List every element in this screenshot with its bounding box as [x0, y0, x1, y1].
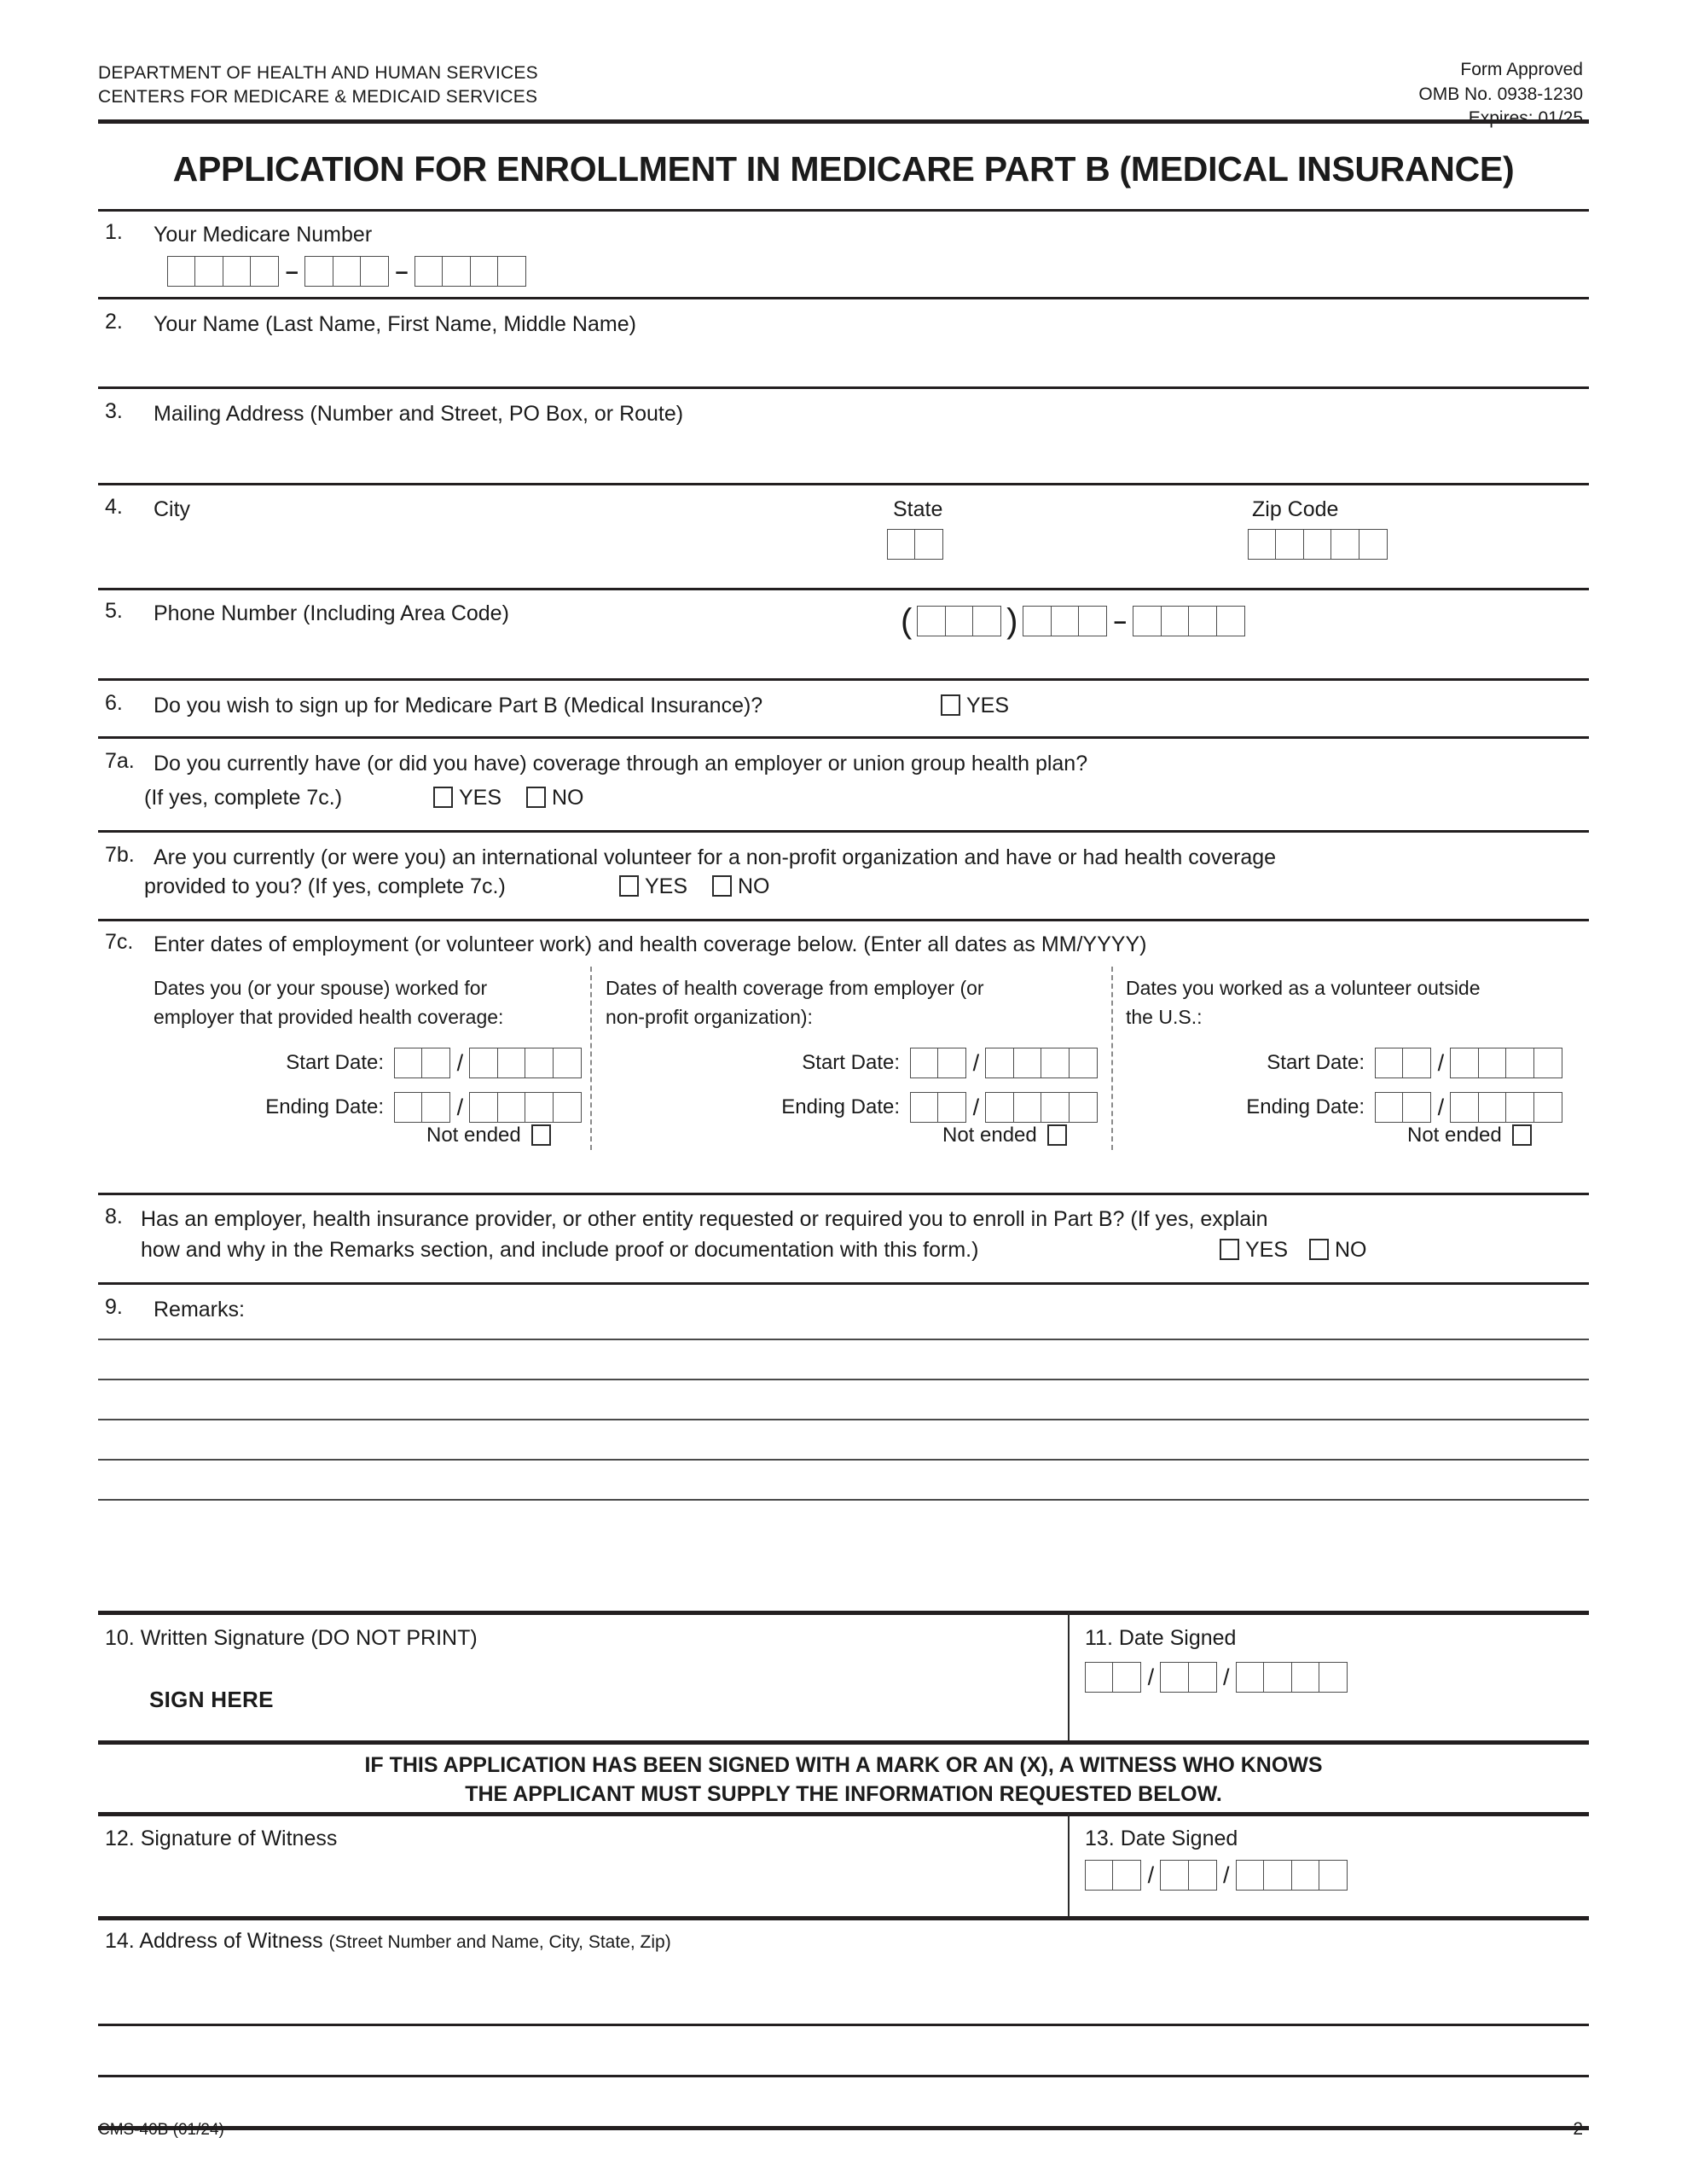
- state-char-1[interactable]: [887, 529, 916, 560]
- applicant-date-dd-2[interactable]: [1188, 1662, 1217, 1693]
- q7b-yes-option[interactable]: [619, 872, 701, 903]
- phone-line-1[interactable]: [1133, 606, 1162, 636]
- medicare-char-2[interactable]: [194, 256, 223, 287]
- sign-here-label: SIGN HERE: [149, 1687, 274, 1712]
- q4-state-label: State: [893, 497, 943, 521]
- witness-signature-input[interactable]: [119, 1860, 1049, 1913]
- medicare-dash-1: –: [285, 258, 299, 284]
- medicare-group-1[interactable]: [167, 256, 279, 287]
- q5-number: 5.: [105, 599, 123, 623]
- name-input[interactable]: [154, 341, 1535, 401]
- city-input[interactable]: [154, 525, 878, 576]
- q7c-col1-end-mm-1[interactable]: [394, 1092, 423, 1123]
- q7a-sublabel: (If yes, complete 7c.): [144, 786, 343, 810]
- q7c-col2-end-month-group[interactable]: [910, 1092, 966, 1123]
- phone-area-3[interactable]: [972, 606, 1001, 636]
- q7c-col2-not-ended-checkbox[interactable]: [1047, 1124, 1067, 1146]
- q6-yes-option[interactable]: [941, 691, 1023, 722]
- medicare-char-9[interactable]: [442, 256, 471, 287]
- q7c-col3-start-month-group[interactable]: [1375, 1048, 1431, 1078]
- q7b-label: Are you currently (or were you) an international volunteer for a non-profit organization and have or had health coverage: [154, 845, 1277, 869]
- witness-date-dd-2[interactable]: [1188, 1860, 1217, 1891]
- q7c-col2-ending-label: Ending Date:: [781, 1095, 900, 1118]
- q7c-col3-end-slash: /: [1437, 1094, 1445, 1120]
- q7c-col1-ending-date-row[interactable]: [239, 1092, 582, 1123]
- q7a-label: Do you currently have (or did you have) coverage through an employer or union group health plan?: [154, 752, 1088, 775]
- witness-note-top-divider: [98, 1740, 1589, 1745]
- q7c-col1-start-year-group[interactable]: [469, 1048, 581, 1078]
- zip-char-3[interactable]: [1303, 529, 1332, 560]
- q7a-number: 7a.: [105, 749, 135, 773]
- applicant-date-dd-1[interactable]: [1160, 1662, 1189, 1693]
- phone-area-1[interactable]: [917, 606, 946, 636]
- q1-divider: [98, 297, 1589, 299]
- phone-dash: –: [1113, 607, 1127, 634]
- applicant-date-yyyy-3[interactable]: [1291, 1662, 1320, 1693]
- phone-number-input[interactable]: [896, 602, 1245, 640]
- q7c-col1-heading: [154, 974, 580, 1031]
- q3-divider: [98, 483, 1589, 485]
- q7b-divider: [98, 919, 1589, 921]
- q8-no-checkbox[interactable]: [1309, 1239, 1329, 1260]
- q7c-col3-not-ended-checkbox[interactable]: [1512, 1124, 1532, 1146]
- q9-number: 9.: [105, 1295, 123, 1319]
- q7c-col2-start-yyyy-2[interactable]: [1013, 1048, 1042, 1078]
- q7c-col1-end-month-group[interactable]: [394, 1092, 450, 1123]
- applicant-date-slash-2: /: [1223, 1664, 1230, 1690]
- q7c-divider: [98, 1193, 1589, 1195]
- medicare-char-5[interactable]: [304, 256, 333, 287]
- q7c-col1-start-yyyy-4[interactable]: [553, 1048, 582, 1078]
- q5-divider: [98, 678, 1589, 681]
- remarks-input-line-1[interactable]: [98, 1340, 1589, 1378]
- witness-section-top-divider: [98, 1812, 1589, 1816]
- q7c-col2-start-yyyy-1[interactable]: [985, 1048, 1014, 1078]
- witness-date-dd-1[interactable]: [1160, 1860, 1189, 1891]
- q7c-col1-heading-line2: employer that provided health coverage:: [154, 1005, 504, 1028]
- q7a-yes-label: YES: [459, 786, 502, 810]
- witness-date-yyyy-1[interactable]: [1236, 1860, 1265, 1891]
- zip-char-4[interactable]: [1330, 529, 1359, 560]
- q7a-yes-option[interactable]: [433, 783, 515, 814]
- q7c-col3-not-ended-label: Not ended: [1407, 1124, 1502, 1147]
- witness-date-slash-2: /: [1223, 1862, 1230, 1888]
- medicare-char-4[interactable]: [250, 256, 279, 287]
- remarks-input-line-4[interactable]: [98, 1461, 1589, 1498]
- q12-label: 12. Signature of Witness: [105, 1827, 338, 1850]
- q7c-col2-end-yyyy-3[interactable]: [1041, 1092, 1070, 1123]
- q8-yes-checkbox[interactable]: [1220, 1239, 1239, 1260]
- q7c-col2-start-slash: /: [972, 1049, 980, 1076]
- applicant-date-mm-1[interactable]: [1085, 1662, 1114, 1693]
- q6-yes-checkbox[interactable]: [941, 694, 960, 716]
- phone-line-4[interactable]: [1216, 606, 1245, 636]
- q8-sublabel: how and why in the Remarks section, and include proof or documentation with this form.): [141, 1238, 979, 1262]
- q2-number: 2.: [105, 310, 123, 334]
- q7a-yes-checkbox[interactable]: [433, 787, 453, 808]
- form-id-footer: CMS-40B (01/24): [98, 2121, 224, 2139]
- q2-divider: [98, 386, 1589, 389]
- q4-zip-label: Zip Code: [1252, 497, 1339, 521]
- witness-column-divider: [1068, 1814, 1070, 1916]
- title-divider: [98, 209, 1589, 212]
- q7c-col1-start-mm-2[interactable]: [421, 1048, 450, 1078]
- q6-number: 6.: [105, 691, 123, 715]
- medicare-char-6[interactable]: [333, 256, 362, 287]
- q7c-col2-ending-date-row[interactable]: [755, 1092, 1098, 1123]
- q7c-col3-not-ended-option[interactable]: [1407, 1124, 1532, 1147]
- q6-label: Do you wish to sign up for Medicare Part B (Medical Insurance)?: [154, 694, 763, 717]
- q7c-col1-start-label: Start Date:: [286, 1051, 384, 1074]
- q7c-col1-start-yyyy-3[interactable]: [525, 1048, 554, 1078]
- phone-prefix-3[interactable]: [1078, 606, 1107, 636]
- q7c-col2-not-ended-option[interactable]: [942, 1124, 1067, 1147]
- q7c-col3-end-yyyy-1[interactable]: [1450, 1092, 1479, 1123]
- q7a-divider: [98, 830, 1589, 833]
- q7c-column-divider-1: [590, 967, 592, 1150]
- q7c-col2-heading-line2: non-profit organization):: [606, 1005, 813, 1028]
- q7c-col2-start-month-group[interactable]: [910, 1048, 966, 1078]
- q7c-col1-start-yyyy-2[interactable]: [497, 1048, 526, 1078]
- bottom-divider: [98, 2075, 1589, 2077]
- q8-yes-option[interactable]: [1220, 1235, 1301, 1266]
- q7c-col1-start-month-group[interactable]: [394, 1048, 450, 1078]
- omb-number: OMB No. 0938-1230: [1418, 84, 1583, 104]
- q7b-no-option[interactable]: [712, 872, 784, 903]
- q14-label-wrapper: [105, 1926, 671, 1957]
- q5-label: Phone Number (Including Area Code): [154, 601, 509, 625]
- q7b-no-label: NO: [738, 874, 770, 898]
- q7c-column-divider-2: [1111, 967, 1113, 1150]
- q7a-no-checkbox[interactable]: [526, 787, 546, 808]
- date-signed-applicant-input[interactable]: [1085, 1662, 1348, 1693]
- q7c-col3-start-date-row[interactable]: [1237, 1048, 1562, 1078]
- q7c-col3-end-yyyy-3[interactable]: [1505, 1092, 1534, 1123]
- q7c-col3-start-yyyy-1[interactable]: [1450, 1048, 1479, 1078]
- witness-address-input-line-2[interactable]: [119, 2026, 1569, 2073]
- zip-group[interactable]: [1248, 529, 1388, 560]
- q7a-no-label: NO: [552, 786, 584, 810]
- witness-date-slash-1: /: [1147, 1862, 1155, 1888]
- q7c-col2-end-yyyy-1[interactable]: [985, 1092, 1014, 1123]
- q7c-col3-end-yyyy-2[interactable]: [1478, 1092, 1507, 1123]
- q14-label: 14. Address of Witness: [105, 1929, 329, 1953]
- q7c-label: Enter dates of employment (or volunteer work) and health coverage below. (Enter all dates as MM/YYYY): [154, 932, 1147, 956]
- applicant-date-yyyy-2[interactable]: [1263, 1662, 1292, 1693]
- applicant-date-slash-1: /: [1147, 1664, 1155, 1690]
- q7c-col1-end-yyyy-4[interactable]: [553, 1092, 582, 1123]
- q7c-col3-end-year-group[interactable]: [1450, 1092, 1562, 1123]
- q7c-col3-start-label: Start Date:: [1267, 1051, 1365, 1074]
- state-char-2[interactable]: [914, 529, 943, 560]
- signature-section-top-divider: [98, 1611, 1589, 1615]
- agency-header: [98, 61, 538, 108]
- q7c-col2-start-year-group[interactable]: [985, 1048, 1097, 1078]
- q7c-col3-start-yyyy-2[interactable]: [1478, 1048, 1507, 1078]
- q4-city-label: City: [154, 497, 191, 521]
- q7c-col2-heading: [606, 974, 1104, 1031]
- medicare-char-1[interactable]: [167, 256, 196, 287]
- q1-label: Your Medicare Number: [154, 223, 373, 247]
- applicant-date-mm-2[interactable]: [1112, 1662, 1141, 1693]
- q7c-col3-end-mm-2[interactable]: [1402, 1092, 1431, 1123]
- medicare-group-3[interactable]: [415, 256, 526, 287]
- q7c-col3-start-mm-1[interactable]: [1375, 1048, 1404, 1078]
- applicant-date-year-group[interactable]: [1236, 1662, 1348, 1693]
- q8-yes-label: YES: [1245, 1238, 1289, 1262]
- q7c-col1-end-slash: /: [456, 1094, 464, 1120]
- witness-date-yyyy-2[interactable]: [1263, 1860, 1292, 1891]
- state-group[interactable]: [887, 529, 943, 560]
- signature-column-divider: [1068, 1612, 1070, 1740]
- form-approved-label: Form Approved: [1460, 60, 1583, 79]
- q8-no-label: NO: [1335, 1238, 1367, 1262]
- q11-label: 11. Date Signed: [1085, 1626, 1237, 1650]
- q7c-col2-heading-line1: Dates of health coverage from employer (or: [606, 977, 984, 999]
- phone-close-paren: ): [1006, 602, 1018, 640]
- q8-number: 8.: [105, 1205, 123, 1228]
- medicare-char-11[interactable]: [497, 256, 526, 287]
- q7c-col3-ending-date-row[interactable]: [1220, 1092, 1562, 1123]
- q7c-col2-start-yyyy-3[interactable]: [1041, 1048, 1070, 1078]
- witness-date-year-group[interactable]: [1236, 1860, 1348, 1891]
- q7c-col3-heading: [1126, 974, 1569, 1031]
- q7c-col3-start-yyyy-3[interactable]: [1505, 1048, 1534, 1078]
- witness-address-input[interactable]: [119, 1962, 1569, 2020]
- q7c-col1-start-slash: /: [456, 1049, 464, 1076]
- q2-label: Your Name (Last Name, First Name, Middle Name): [154, 312, 636, 336]
- witness-date-mm-2[interactable]: [1112, 1860, 1141, 1891]
- witness-date-mm-1[interactable]: [1085, 1860, 1114, 1891]
- q7b-sublabel: provided to you? (If yes, complete 7c.): [144, 874, 506, 898]
- q7c-col1-start-date-row[interactable]: [256, 1048, 582, 1078]
- applicant-date-yyyy-4[interactable]: [1319, 1662, 1348, 1693]
- medicare-char-8[interactable]: [415, 256, 443, 287]
- applicant-date-yyyy-1[interactable]: [1236, 1662, 1265, 1693]
- zip-code-input[interactable]: [1248, 529, 1388, 560]
- q7c-col1-ending-label: Ending Date:: [265, 1095, 384, 1118]
- witness-instruction-note: [98, 1751, 1589, 1809]
- q7c-col1-end-mm-2[interactable]: [421, 1092, 450, 1123]
- q3-number: 3.: [105, 399, 123, 423]
- medicare-dash-2: –: [395, 258, 409, 284]
- q7c-col3-start-year-group[interactable]: [1450, 1048, 1562, 1078]
- medicare-number-input[interactable]: [167, 256, 526, 287]
- q7c-col2-end-mm-2[interactable]: [937, 1092, 966, 1123]
- q4-number: 4.: [105, 495, 123, 519]
- q7c-col1-heading-line1: Dates you (or your spouse) worked for: [154, 977, 488, 999]
- q8-divider: [98, 1282, 1589, 1285]
- q8-no-option[interactable]: [1309, 1235, 1381, 1266]
- witness-note-line-2: THE APPLICANT MUST SUPPLY THE INFORMATION REQUESTED BELOW.: [465, 1782, 1222, 1806]
- q7c-col1-not-ended-option[interactable]: [426, 1124, 551, 1147]
- agency-line-1: DEPARTMENT OF HEALTH AND HUMAN SERVICES: [98, 63, 538, 83]
- witness-date-day-group[interactable]: [1160, 1860, 1216, 1891]
- q7c-col3-start-yyyy-4[interactable]: [1533, 1048, 1562, 1078]
- q7c-col2-start-label: Start Date:: [802, 1051, 900, 1074]
- q7b-yes-label: YES: [645, 874, 688, 898]
- q14-top-divider: [98, 1916, 1589, 1920]
- q13-label: 13. Date Signed: [1085, 1827, 1238, 1850]
- q9-label: Remarks:: [154, 1298, 245, 1321]
- remarks-input-line-2[interactable]: [98, 1380, 1589, 1418]
- medicare-char-3[interactable]: [223, 256, 252, 287]
- zip-char-5[interactable]: [1359, 529, 1388, 560]
- zip-char-2[interactable]: [1275, 529, 1304, 560]
- q7c-col3-ending-label: Ending Date:: [1246, 1095, 1365, 1118]
- phone-line-group[interactable]: [1133, 606, 1244, 636]
- q7c-col1-end-yyyy-3[interactable]: [525, 1092, 554, 1123]
- q7c-col2-start-mm-1[interactable]: [910, 1048, 939, 1078]
- q7c-col1-not-ended-label: Not ended: [426, 1124, 521, 1147]
- q7c-col3-end-yyyy-4[interactable]: [1533, 1092, 1562, 1123]
- page-title: APPLICATION FOR ENROLLMENT IN MEDICARE PART B (MEDICAL INSURANCE): [172, 149, 1515, 189]
- footer-divider: [98, 2126, 1589, 2130]
- q6-divider: [98, 736, 1589, 739]
- q7a-no-option[interactable]: [526, 783, 598, 814]
- q7c-col3-start-slash: /: [1437, 1049, 1445, 1076]
- medicare-char-7[interactable]: [360, 256, 389, 287]
- page-number-footer: 2: [1573, 2119, 1583, 2139]
- phone-prefix-1[interactable]: [1023, 606, 1052, 636]
- applicant-signature-input[interactable]: [299, 1668, 1049, 1728]
- remarks-input-line-5[interactable]: [98, 1501, 1589, 1629]
- q7c-col2-not-ended-label: Not ended: [942, 1124, 1037, 1147]
- phone-prefix-2[interactable]: [1051, 606, 1080, 636]
- q7c-col3-end-month-group[interactable]: [1375, 1092, 1431, 1123]
- agency-line-2: CENTERS FOR MEDICARE & MEDICAID SERVICES: [98, 86, 538, 107]
- q7c-col2-end-year-group[interactable]: [985, 1092, 1097, 1123]
- q7c-col1-end-year-group[interactable]: [469, 1092, 581, 1123]
- state-input[interactable]: [887, 529, 943, 560]
- q7c-col2-start-yyyy-4[interactable]: [1069, 1048, 1098, 1078]
- q7c-col2-end-slash: /: [972, 1094, 980, 1120]
- medicare-group-2[interactable]: [304, 256, 389, 287]
- applicant-date-day-group[interactable]: [1160, 1662, 1216, 1693]
- q7c-col1-end-yyyy-2[interactable]: [497, 1092, 526, 1123]
- applicant-date-month-group[interactable]: [1085, 1662, 1141, 1693]
- q7c-col2-start-date-row[interactable]: [772, 1048, 1098, 1078]
- omb-expiration: Expires: 01/25: [1468, 108, 1583, 129]
- witness-date-month-group[interactable]: [1085, 1860, 1141, 1891]
- q4-divider: [98, 588, 1589, 590]
- q7c-col1-not-ended-checkbox[interactable]: [531, 1124, 551, 1146]
- q14-label-paren: (Street Number and Name, City, State, Zip): [328, 1932, 671, 1952]
- remarks-input-line-3[interactable]: [98, 1420, 1589, 1458]
- q7c-col3-heading-line2: the U.S.:: [1126, 1005, 1203, 1028]
- q7c-col2-end-yyyy-4[interactable]: [1069, 1092, 1098, 1123]
- q7b-yes-checkbox[interactable]: [619, 875, 639, 897]
- mailing-address-input[interactable]: [154, 431, 1535, 491]
- q7c-col3-end-mm-1[interactable]: [1375, 1092, 1404, 1123]
- q7c-col2-start-mm-2[interactable]: [937, 1048, 966, 1078]
- q7c-col2-end-yyyy-2[interactable]: [1013, 1092, 1042, 1123]
- phone-prefix-group[interactable]: [1023, 606, 1107, 636]
- witness-date-yyyy-4[interactable]: [1319, 1860, 1348, 1891]
- q7c-col1-start-mm-1[interactable]: [394, 1048, 423, 1078]
- q7c-col3-start-mm-2[interactable]: [1402, 1048, 1431, 1078]
- q3-label: Mailing Address (Number and Street, PO Box, or Route): [154, 402, 684, 426]
- phone-area-code-group[interactable]: [917, 606, 1001, 636]
- q7c-col2-end-mm-1[interactable]: [910, 1092, 939, 1123]
- q7c-number: 7c.: [105, 930, 134, 954]
- q7c-col3-heading-line1: Dates you worked as a volunteer outside: [1126, 977, 1481, 999]
- witness-date-yyyy-3[interactable]: [1291, 1860, 1320, 1891]
- medicare-char-10[interactable]: [470, 256, 499, 287]
- q1-number: 1.: [105, 220, 123, 244]
- q8-label: Has an employer, health insurance provider, or other entity requested or required you to enroll in Part B? (If yes, explain: [141, 1207, 1268, 1231]
- q6-yes-label: YES: [966, 694, 1010, 717]
- q7c-col1-start-yyyy-1[interactable]: [469, 1048, 498, 1078]
- q10-label: 10. Written Signature (DO NOT PRINT): [105, 1626, 478, 1650]
- date-signed-witness-input[interactable]: [1085, 1860, 1348, 1891]
- phone-open-paren: (: [901, 602, 913, 640]
- phone-area-2[interactable]: [945, 606, 974, 636]
- header-divider: [98, 119, 1589, 124]
- witness-note-line-1: IF THIS APPLICATION HAS BEEN SIGNED WITH A MARK OR AN (X), A WITNESS WHO KNOWS: [364, 1753, 1323, 1777]
- q7b-no-checkbox[interactable]: [712, 875, 732, 897]
- phone-line-3[interactable]: [1188, 606, 1217, 636]
- q7b-number: 7b.: [105, 843, 135, 867]
- zip-char-1[interactable]: [1248, 529, 1277, 560]
- phone-line-2[interactable]: [1161, 606, 1190, 636]
- q7c-col1-end-yyyy-1[interactable]: [469, 1092, 498, 1123]
